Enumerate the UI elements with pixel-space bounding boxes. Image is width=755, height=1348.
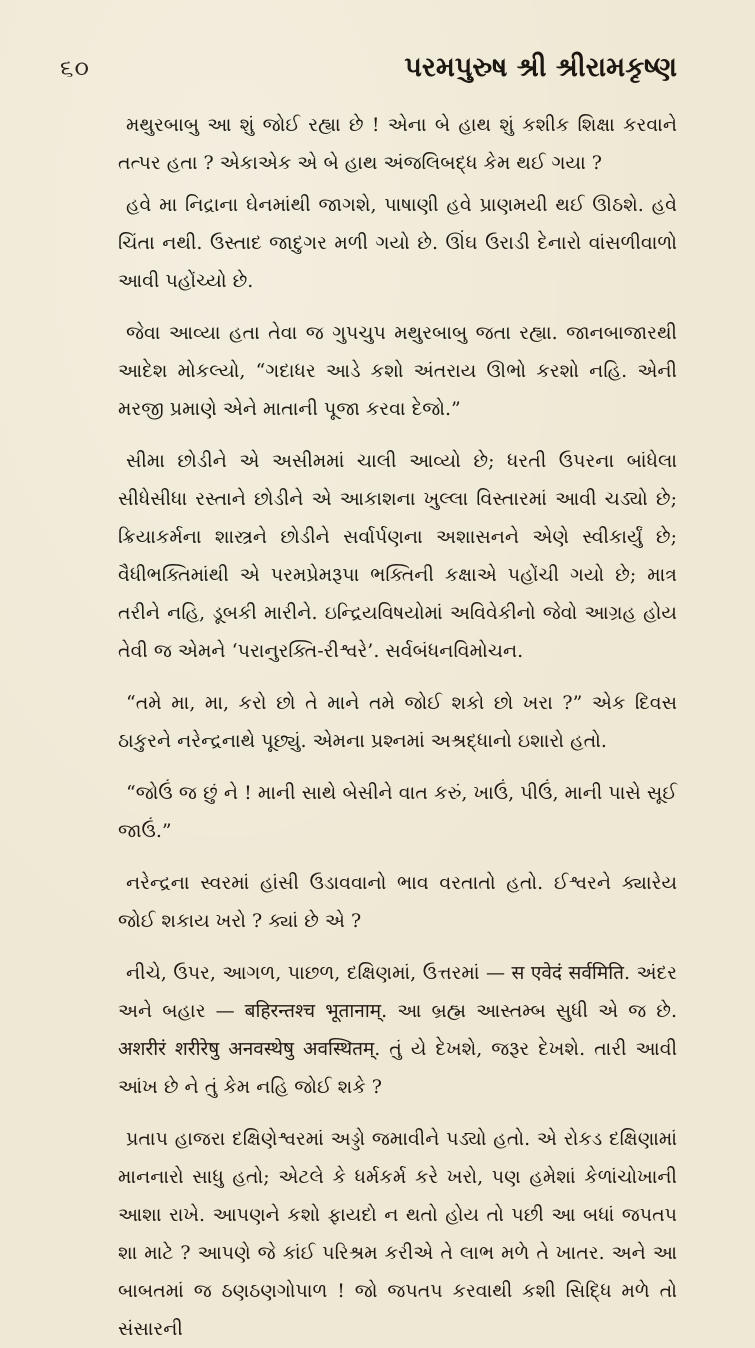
running-head: પરમપુરુષ શ્રી શ્રીરામકૃષ્ણ <box>404 52 677 83</box>
paragraph-6: “જોઉં જ છું ને ! માની સાથે બેસીને વાત કરું, ખાઉં, પીઉં, માની પાસે સૂઈ જાઉં.” <box>118 782 677 842</box>
paragraph-5: “તમે મા, મા, કરો છો તે માને તમે જોઈ શકો છો ખરા ?” એક દિવસ ઠાકુરને નરેન્દ્રનાથે પૂછ્યું. એમના પ્રશ્નમાં અશ્રદ્ધાનો ઇશારો હતો. <box>118 692 677 752</box>
paragraph-3: જેવા આવ્યા હતા તેવા જ ગુપચુપ મથુરબાબુ જતા રહ્યા. જાનબાજારથી આદેશ મોકલ્યો, “ગદાધર આડે કશો અંતરાય ઊભો કરશો નહિ. એની મરજી પ્રમાણે એને માતાની પૂજા કરવા દેજો.” <box>118 322 677 420</box>
paragraph-1: મથુરબાબુ આ શું જોઈ રહ્યા છે ! એના બે હાથ શું કશીક શિક્ષા કરવાને તત્પર હતા ? એકાએક એ બે હાથ અંજલિબદ્ધ કેમ થઈ ગયા ? <box>118 114 677 174</box>
paragraph-9: પ્રતાપ હાજરા દક્ષિણેશ્વરમાં અડ્ડો જમાવીને પડ્યો હતો. એ રોકડ દક્ષિણામાં માનનારો સાધુ હતો; એટલે કે ધર્મકર્મ કરે ખરો, પણ હમેશાં કેળાંચોખાની આશા રાખે. આપણને કશો ફાયદો ન થતો હોય તો પછી આ બધાં જપતપ શા માટે ? આપણે જે કાંઈ પરિશ્રમ કરીએ તે લાભ મળે તે ખાતર. અને આ બાબતમાં જ ઠણઠણગોપાળ ! જો જપતપ કરવાથી કશી સિદ્ધિ મળે તો સંસારની <box>118 1128 677 1340</box>
page-header <box>60 52 677 84</box>
paragraph-4: સીમા છોડીને એ અસીમમાં ચાલી આવ્યો છે; ધરતી ઉપરના બાંધેલા સીધેસીધા રસ્તાને છોડીને એ આકાશના ખુલ્લા વિસ્તારમાં આવી ચડ્યો છે; ક્રિયાકર્મના શાસ્ત્રને છોડીને સર્વાર્પણના અશાસનને એણે સ્વીકાર્યું છે; વૈધીભક્તિમાંથી એ પરમપ્રેમરૂપા ભક્તિની કક્ષાએ પહોંચી ગયો છે; માત્ર તરીને નહિ, ડૂબકી મારીને. ઇન્દ્રિયવિષયોમાં અવિવેકીનો જેવો આગ્રહ હોય તેવી જ એમને ‘પરાનુરક્તિ-રીશ્વરે’. સર્વબંધનવિમોચન. <box>118 450 677 662</box>
paragraph-7: નરેન્દ્રના સ્વરમાં હાંસી ઉડાવવાનો ભાવ વરતાતો હતો. ઈશ્વરને ક્યારેય જોઈ શકાય ખરો ? ક્યાં છે એ ? <box>118 872 677 932</box>
paragraph-8: નીચે, ઉપર, આગળ, પાછળ, દક્ષિણમાં, ઉત્તરમાં — स एवेदं सर्वमिति. અંદર અને બહાર — बहिरन्तश्च भूतानाम्. આ બ્રહ્મ આસ્તમ્બ સુધી એ જ છે. अशरीरं शरीरेषु अनवस्थेषु अवस्थितम्. તું યે દેખશે, જરૂર દેખશે. તારી આવી આંખ છે ને તું કેમ નહિ જોઈ શકે ? <box>118 962 677 1098</box>
paragraph-2: હવે મા નિદ્રાના ઘેનમાંથી જાગશે, પાષાણી હવે પ્રાણમયી થઈ ઊઠશે. હવે ચિંતા નથી. ઉસ્તાદ જાદુગર મળી ગયો છે. ઊંઘ ઉરાડી દેનારો વાંસળીવાળો આવી પહોંચ્યો છે. <box>118 194 677 292</box>
page-number: ૬૦ <box>60 54 90 82</box>
